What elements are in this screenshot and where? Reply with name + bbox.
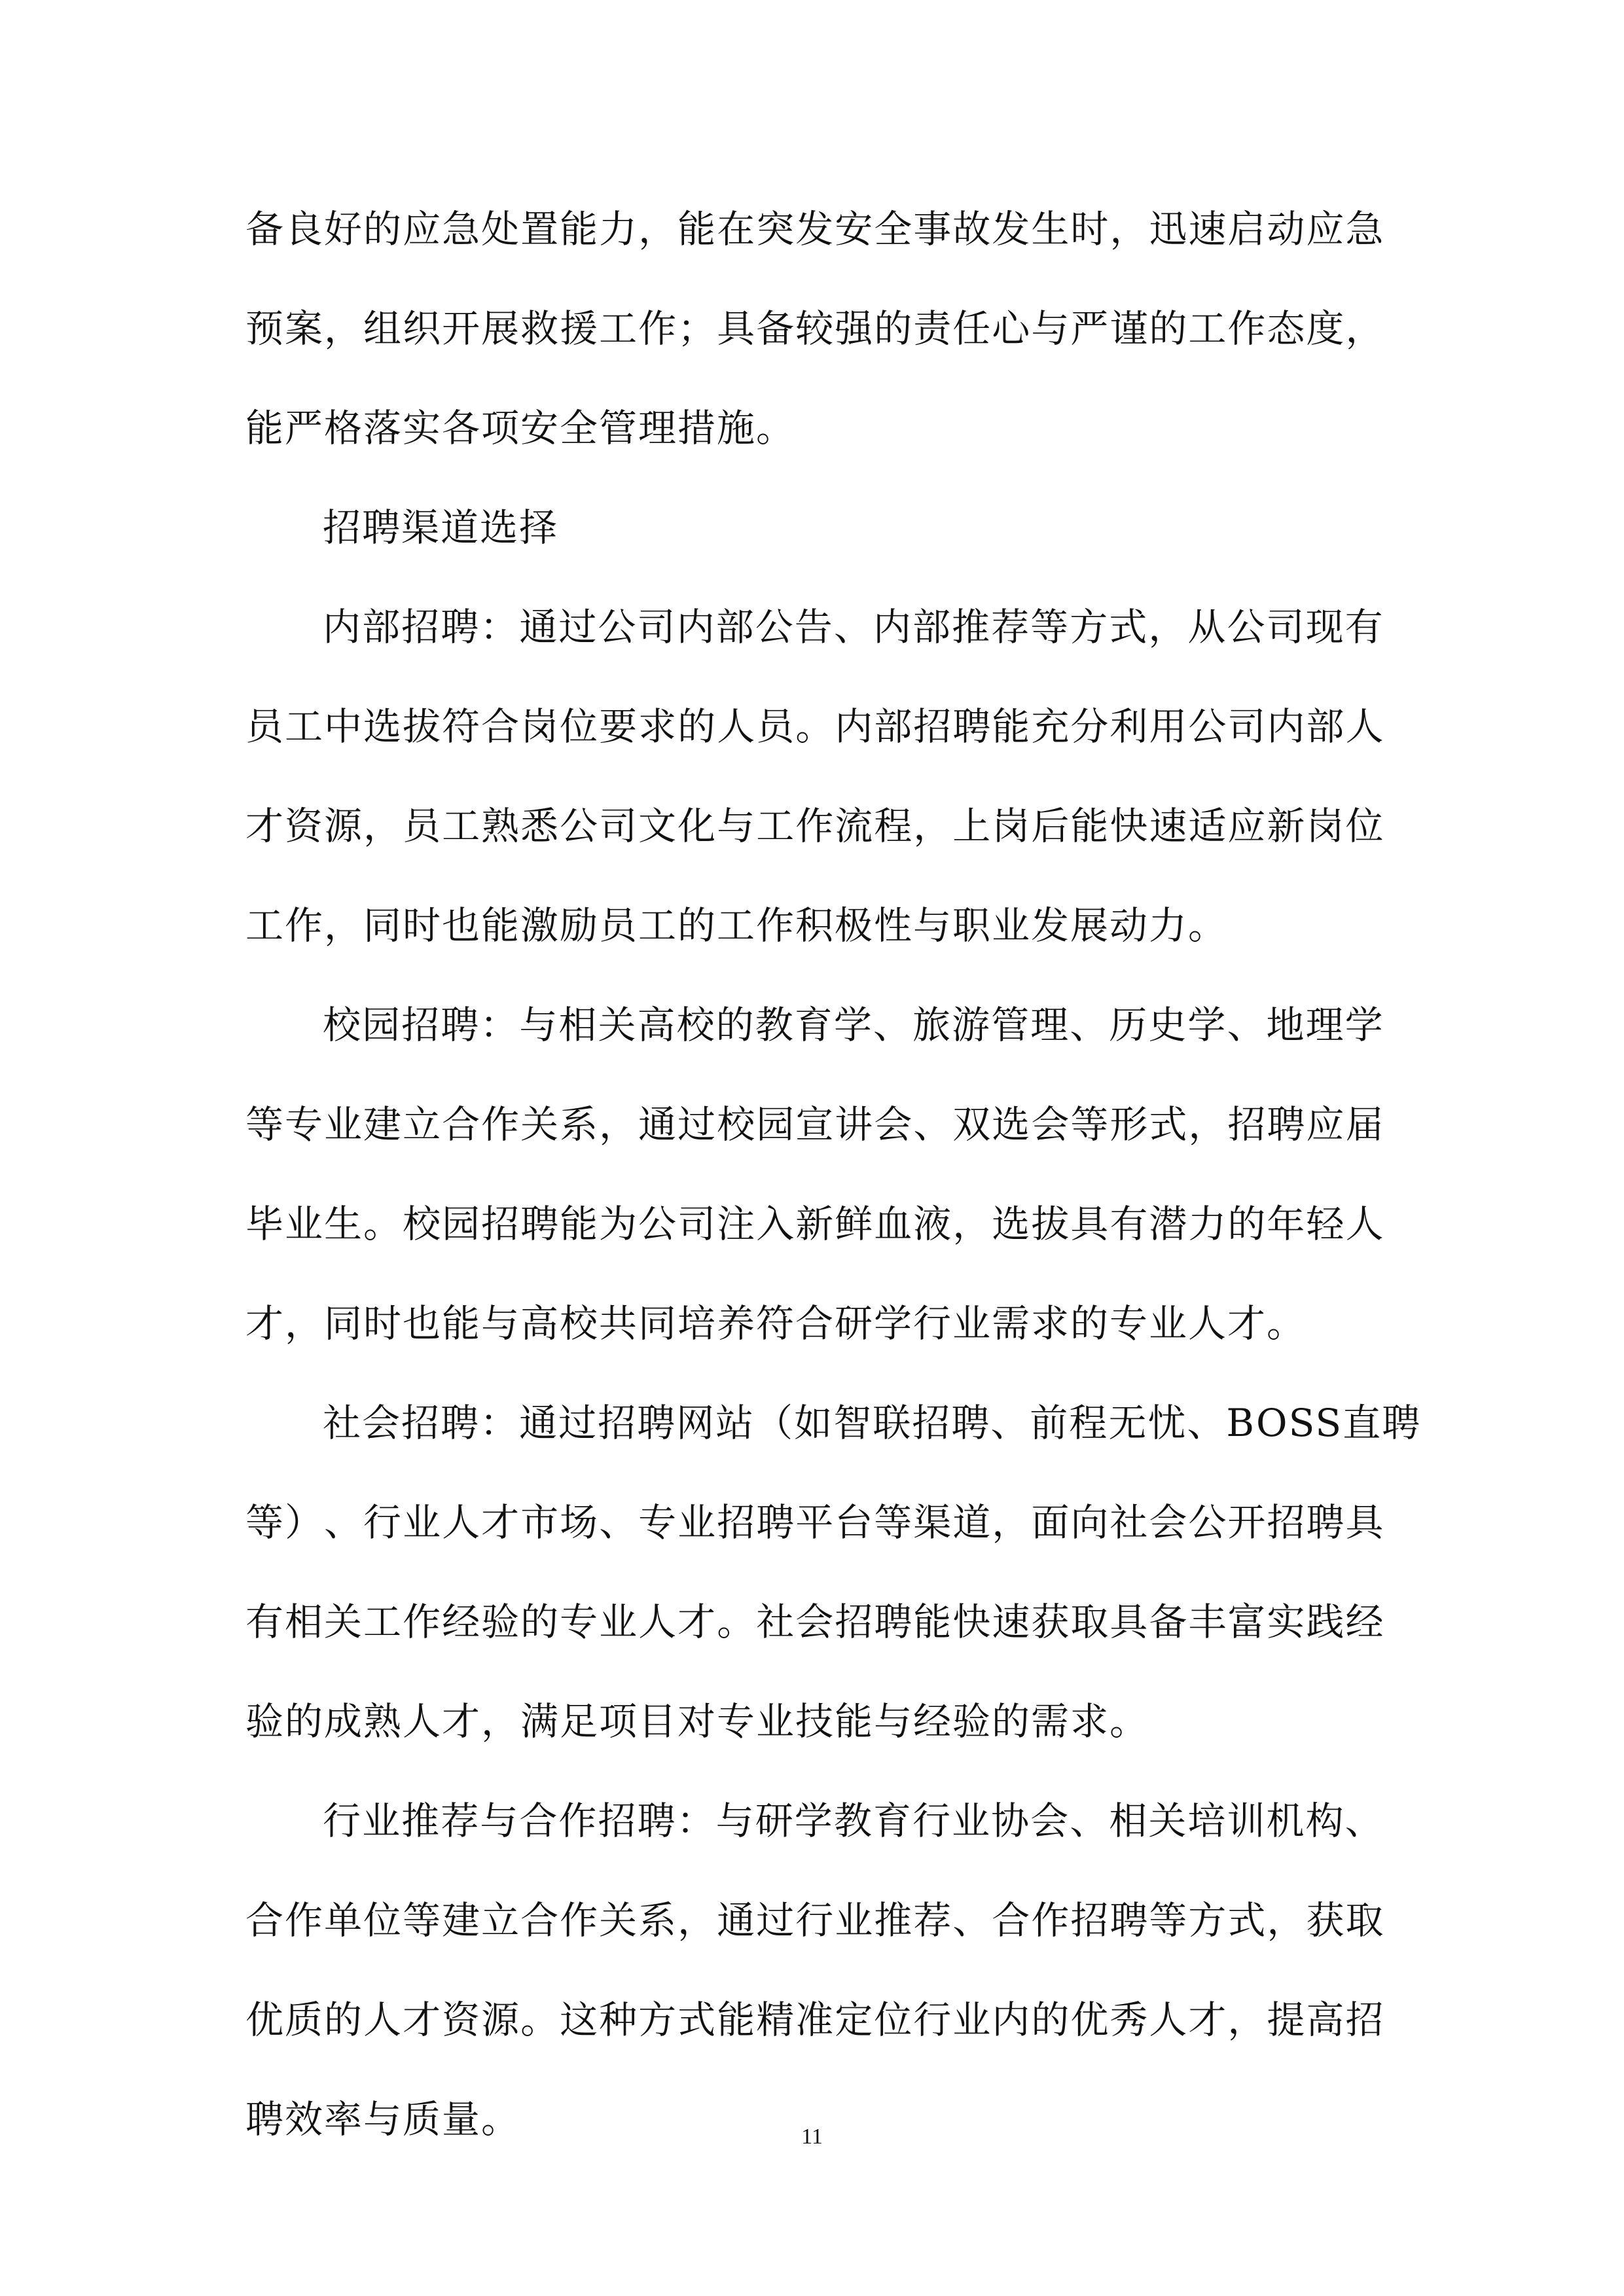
text-line: 才 资 源 ， 员 工 熟 悉 公 司 文 化 与 工 作 流 程 ， 上 岗 后 能 快 速 适 应 新 岗 位: [245, 804, 1385, 848]
text-line: 优 质 的 人 才 资 源 。 这 种 方 式 能 精 准 定 位 行 业 内 的 优 秀 人 才 ， 提 高 招: [245, 1998, 1385, 2042]
text-line: 预 案 ， 组 织 开 展 救 援 工 作 ； 具 备 较 强 的 责 任 心 与 严 谨 的 工 作 态 度 ，: [245, 306, 1385, 351]
text-line: 等 ） 、 行 业 人 才 市 场 、 专 业 招 聘 平 台 等 渠 道 ， 面 向 社 会 公 开 招 聘 具: [245, 1500, 1385, 1545]
paragraph-first-line: 社 会 招 聘 ： 通 过 招 聘 网 站 （ 如 智 联 招 聘 、 前 程 无 忧 、 BOSS 直 聘: [323, 1401, 1422, 1445]
text-line: 毕 业 生 。 校 园 招 聘 能 为 公 司 注 入 新 鲜 血 液 ， 选 拔 具 有 潜 力 的 年 轻 人: [245, 1202, 1385, 1246]
text-line: 工作，同时也能激励员工的工作积极性与职业发展动力。: [245, 903, 1228, 948]
page-number: 11: [801, 2125, 823, 2149]
text-line: 聘效率与质量。: [245, 2097, 521, 2142]
section-heading: 招聘渠道选择: [323, 505, 559, 550]
text-line: 有 相 关 工 作 经 验 的 专 业 人 才 。 社 会 招 聘 能 快 速 获 取 具 备 丰 富 实 践 经: [245, 1600, 1385, 1644]
paragraph-first-line: 内 部 招 聘 ： 通 过 公 司 内 部 公 告 、 内 部 推 荐 等 方 式 ， 从 公 司 现 有: [323, 605, 1384, 649]
text-line: 备 良 好 的 应 急 处 置 能 力 ， 能 在 突 发 安 全 事 故 发 生 时 ， 迅 速 启 动 应 急: [245, 207, 1385, 251]
text-line: 能严格落实各项安全管理措施。: [245, 406, 796, 450]
text-line: 等 专 业 建 立 合 作 关 系 ， 通 过 校 园 宣 讲 会 、 双 选 会 等 形 式 ， 招 聘 应 届: [245, 1102, 1385, 1147]
paragraph-first-line: 行 业 推 荐 与 合 作 招 聘 ： 与 研 学 教 育 行 业 协 会 、 相 关 培 训 机 构 、: [323, 1799, 1384, 1843]
text-line: 员 工 中 选 拔 符 合 岗 位 要 求 的 人 员 。 内 部 招 聘 能 充 分 利 用 公 司 内 部 人: [245, 704, 1385, 749]
paragraph-first-line: 校 园 招 聘 ： 与 相 关 高 校 的 教 育 学 、 旅 游 管 理 、 历 史 学 、 地 理 学: [323, 1003, 1384, 1047]
text-line: 才，同时也能与高校共同培养符合研学行业需求的专业人才。: [245, 1301, 1307, 1346]
text-line: 验的成熟人才，满足项目对专业技能与经验的需求。: [245, 1699, 1149, 1744]
text-line: 合 作 单 位 等 建 立 合 作 关 系 ， 通 过 行 业 推 荐 、 合 作 招 聘 等 方 式 ， 获 取: [245, 1898, 1385, 1943]
